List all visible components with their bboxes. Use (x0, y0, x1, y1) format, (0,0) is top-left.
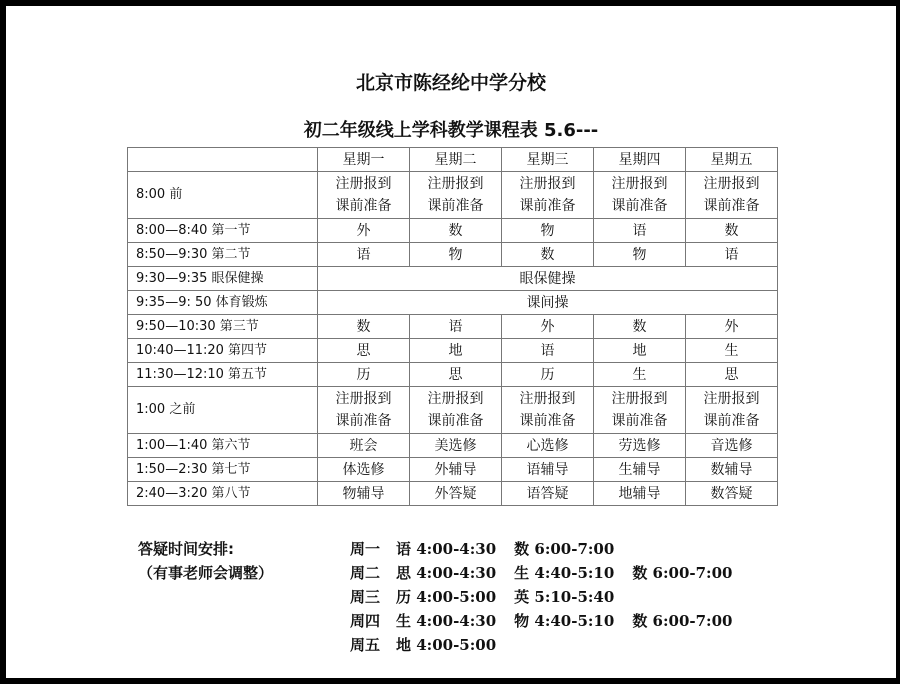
time-slot-cell: 8:00—8:40 第一节 (128, 219, 318, 243)
qa-schedule (350, 537, 750, 657)
table-row (128, 458, 778, 482)
qa-day-label: 周一 (350, 540, 381, 558)
subject-cell: 地 (594, 339, 686, 363)
time-slot-cell: 1:50—2:30 第七节 (128, 458, 318, 482)
subject-cell: 数 (318, 315, 410, 339)
time-slot-cell: 9:35—9: 50 体育锻炼 (128, 291, 318, 315)
qa-day-row (350, 585, 750, 609)
qa-slot: 生 4:40-5:10 (514, 564, 615, 582)
subject-cell: 数 (410, 219, 502, 243)
qa-slot: 数 6:00-7:00 (514, 540, 615, 558)
subject-cell: 思 (318, 339, 410, 363)
qa-slot: 思 4:00-4:30 (396, 564, 497, 582)
qa-day-row (350, 561, 750, 585)
subject-cell: 体选修 (318, 458, 410, 482)
table-row (128, 172, 778, 219)
subject-cell: 生 (686, 339, 778, 363)
subject-cell: 外辅导 (410, 458, 502, 482)
day-header: 星期五 (686, 148, 778, 172)
subject-cell: 注册报到 课前准备 (686, 172, 778, 219)
time-slot-cell: 8:00 前 (128, 172, 318, 219)
schedule-title: 初二年级线上学科教学课程表 5.6--- (303, 120, 599, 141)
subject-cell: 数 (502, 243, 594, 267)
header-corner-cell (128, 148, 318, 172)
schedule-table (127, 147, 778, 506)
subject-cell: 音选修 (686, 434, 778, 458)
subject-cell: 思 (410, 363, 502, 387)
time-slot-cell: 9:50—10:30 第三节 (128, 315, 318, 339)
subject-cell: 注册报到 课前准备 (502, 172, 594, 219)
qa-day-label: 周二 (350, 564, 381, 582)
subject-cell: 数 (686, 219, 778, 243)
time-slot-cell: 9:30—9:35 眼保健操 (128, 267, 318, 291)
table-row (128, 339, 778, 363)
subject-cell: 数答疑 (686, 482, 778, 506)
subject-cell: 外 (686, 315, 778, 339)
qa-slot: 物 4:40-5:10 (514, 612, 615, 630)
subject-cell: 注册报到 课前准备 (686, 387, 778, 434)
table-row (128, 243, 778, 267)
subject-cell: 物 (502, 219, 594, 243)
school-name: 北京市陈经纶中学分校 (355, 72, 546, 94)
subject-cell: 数辅导 (686, 458, 778, 482)
qa-day-row (350, 633, 750, 657)
qa-day-label: 周五 (350, 636, 381, 654)
time-slot-cell: 8:50—9:30 第二节 (128, 243, 318, 267)
subject-cell: 美选修 (410, 434, 502, 458)
subject-cell: 地辅导 (594, 482, 686, 506)
qa-note: （有事老师会调整） (138, 564, 274, 582)
day-header: 星期三 (502, 148, 594, 172)
table-row (128, 363, 778, 387)
subject-cell: 数 (594, 315, 686, 339)
subject-cell: 思 (686, 363, 778, 387)
table-row (128, 219, 778, 243)
qa-slot: 历 4:00-5:00 (396, 588, 497, 606)
subject-cell: 物 (594, 243, 686, 267)
subject-cell: 语辅导 (502, 458, 594, 482)
subject-cell: 外 (318, 219, 410, 243)
merged-activity-cell: 课间操 (318, 291, 778, 315)
subject-cell: 注册报到 课前准备 (318, 387, 410, 434)
table-row (128, 482, 778, 506)
qa-day-label: 周三 (350, 588, 381, 606)
subject-cell: 班会 (318, 434, 410, 458)
time-slot-cell: 11:30—12:10 第五节 (128, 363, 318, 387)
subject-cell: 注册报到 课前准备 (594, 172, 686, 219)
subject-cell: 生辅导 (594, 458, 686, 482)
time-slot-cell: 10:40—11:20 第四节 (128, 339, 318, 363)
table-row (128, 434, 778, 458)
subject-cell: 心选修 (502, 434, 594, 458)
subject-cell: 劳选修 (594, 434, 686, 458)
subject-cell: 历 (318, 363, 410, 387)
subject-cell: 语 (318, 243, 410, 267)
table-row (128, 291, 778, 315)
qa-day-row (350, 537, 750, 561)
table-row (128, 387, 778, 434)
time-slot-cell: 2:40—3:20 第八节 (128, 482, 318, 506)
subject-cell: 注册报到 课前准备 (594, 387, 686, 434)
subject-cell: 注册报到 课前准备 (502, 387, 594, 434)
table-header-row (128, 148, 778, 172)
qa-slot: 英 5:10-5:40 (514, 588, 615, 606)
day-header: 星期二 (410, 148, 502, 172)
qa-slot: 地 4:00-5:00 (396, 636, 497, 654)
subject-cell: 物 (410, 243, 502, 267)
qa-day-label: 周四 (350, 612, 381, 630)
subject-cell: 语 (594, 219, 686, 243)
subject-cell: 注册报到 课前准备 (410, 172, 502, 219)
qa-slot: 生 4:00-4:30 (396, 612, 497, 630)
subject-cell: 语 (502, 339, 594, 363)
subject-cell: 注册报到 课前准备 (410, 387, 502, 434)
subject-cell: 外答疑 (410, 482, 502, 506)
subject-cell: 语 (686, 243, 778, 267)
qa-slot: 语 4:00-4:30 (396, 540, 497, 558)
subject-cell: 语 (410, 315, 502, 339)
time-slot-cell: 1:00 之前 (128, 387, 318, 434)
subject-cell: 语答疑 (502, 482, 594, 506)
table-row (128, 267, 778, 291)
qa-day-row (350, 609, 750, 633)
time-slot-cell: 1:00—1:40 第六节 (128, 434, 318, 458)
table-row (128, 315, 778, 339)
subject-cell: 地 (410, 339, 502, 363)
subject-cell: 历 (502, 363, 594, 387)
day-header: 星期一 (318, 148, 410, 172)
qa-slot: 数 6:00-7:00 (632, 564, 733, 582)
subject-cell: 物辅导 (318, 482, 410, 506)
qa-slot: 数 6:00-7:00 (632, 612, 733, 630)
merged-activity-cell: 眼保健操 (318, 267, 778, 291)
subject-cell: 生 (594, 363, 686, 387)
day-header: 星期四 (594, 148, 686, 172)
qa-heading: 答疑时间安排: (138, 540, 234, 558)
subject-cell: 注册报到 课前准备 (318, 172, 410, 219)
subject-cell: 外 (502, 315, 594, 339)
qa-heading-block (138, 537, 273, 585)
